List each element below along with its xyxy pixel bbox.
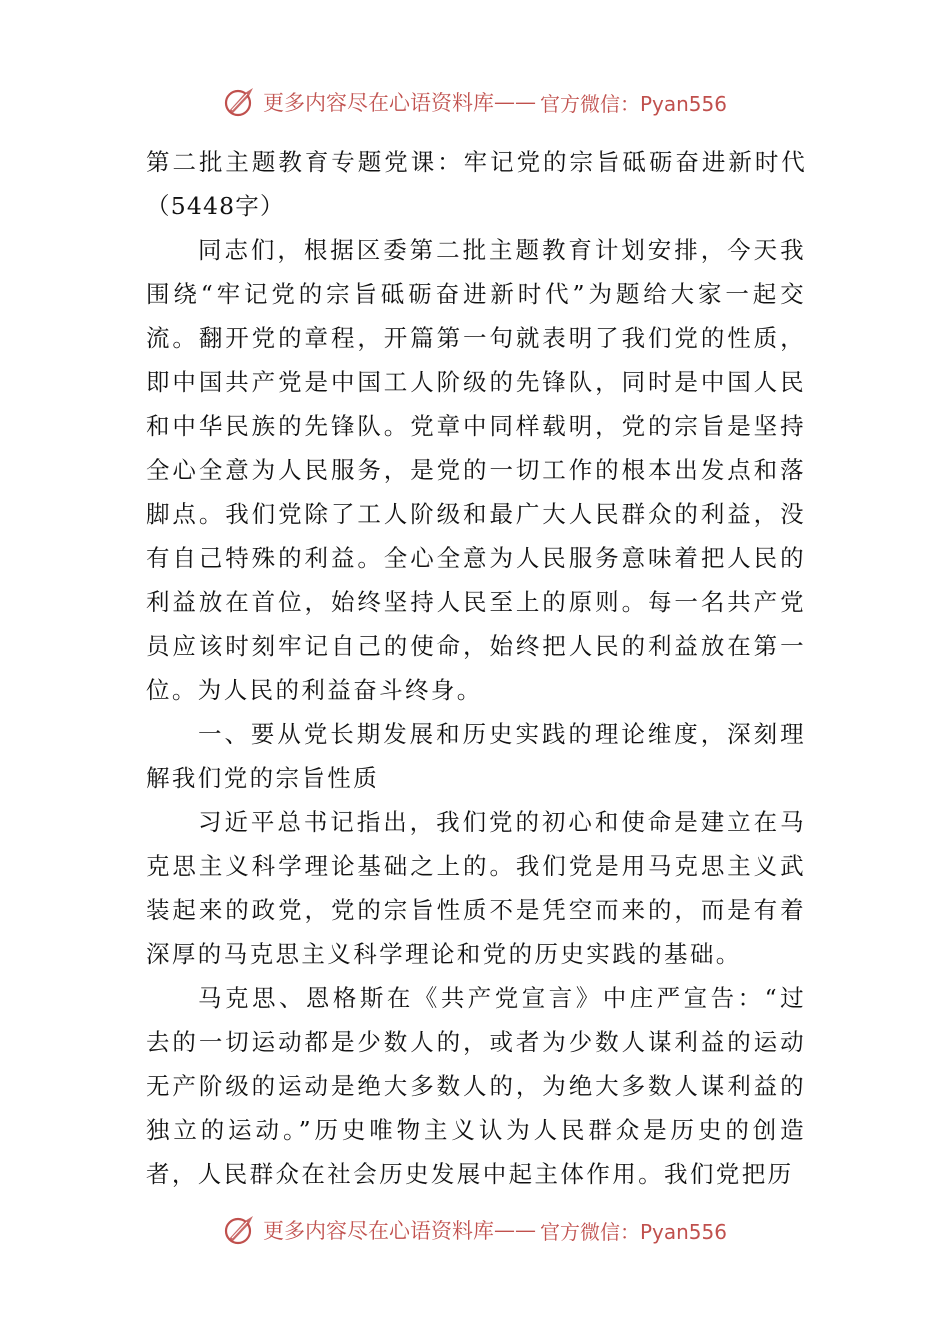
footer-banner [0,1210,950,1250]
document-body [146,140,806,1196]
section-heading-1: 一、要从党长期发展和历史实践的理论维度，深刻理解我们党的宗旨性质 [146,720,806,792]
quill-pen-logo-icon [223,85,257,119]
paragraph-communist-manifesto: 马克思、恩格斯在《共产党宣言》中庄严宣告：“过去的一切运动都是少数人的，或者为少数人谋利益的运动无产阶级的运动是绝大多数人的，为绝大多数人谋利益的独立的运动。”历史唯物主义认为人民群众是历史的创造者，人民群众在社会历史发展中起主体作用。我们党把历 [146,984,806,1188]
banner-dash: —— [493,90,536,114]
paragraph-marxism-basis: 习近平总书记指出，我们党的初心和使命是建立在马克思主义科学理论基础之上的。我们党是用马克思主义武装起来的政党，党的宗旨性质不是凭空而来的，而是有着深厚的马克思主义科学理论和党的历史实践的基础。 [146,808,806,968]
official-wechat-text: 官方微信：Pyan556 [539,91,727,116]
site-name-text: 更多内容尽在心语资料库 [262,91,494,115]
header-banner [0,82,950,122]
quill-pen-logo-icon [223,1213,257,1247]
official-wechat-text: 官方微信：Pyan556 [539,1219,727,1244]
document-title: 第二批主题教育专题党课：牢记党的宗旨砥砺奋进新时代（5448字） [146,148,806,220]
banner-dash: —— [493,1218,536,1242]
paragraph-intro: 同志们，根据区委第二批主题教育计划安排，今天我围绕“牢记党的宗旨砥砺奋进新时代”为题给大家一起交流。翻开党的章程，开篇第一句就表明了我们党的性质，即中国共产党是中国工人阶级的先锋队，同时是中国人民和中华民族的先锋队。党章中同样载明，党的宗旨是坚持全心全意为人民服务，是党的一切工作的根本出发点和落脚点。我们党除了工人阶级和最广大人民群众的利益，没有自己特殊的利益。全心全意为人民服务意味着把人民的利益放在首位，始终坚持人民至上的原则。每一名共产党员应该时刻牢记自己的使命，始终把人民的利益放在第一位。为人民的利益奋斗终身。 [146,236,806,704]
site-name-text: 更多内容尽在心语资料库 [262,1219,494,1243]
